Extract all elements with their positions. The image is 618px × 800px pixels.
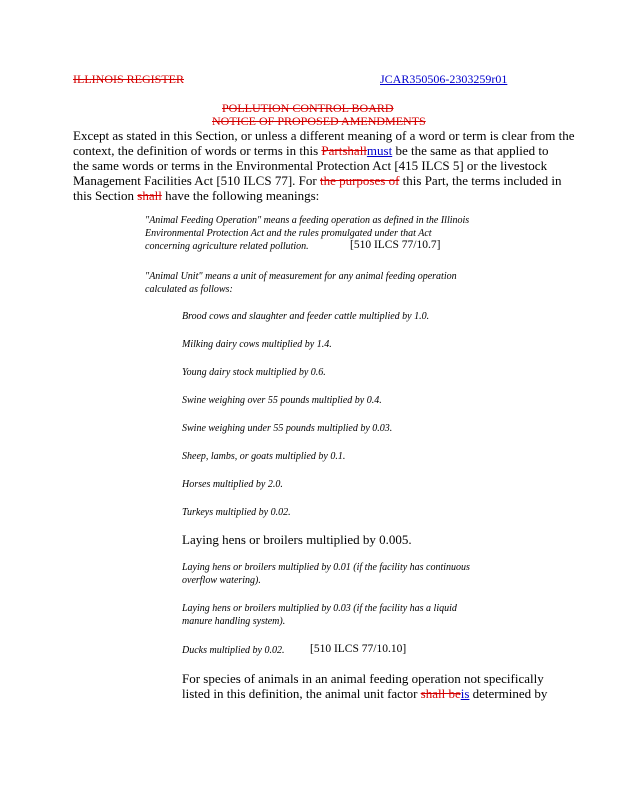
list-item-turkeys: Turkeys multiplied by 0.02. <box>182 507 291 518</box>
au-line-2: calculated as follows: <box>145 284 233 295</box>
list-item-milking: Milking dairy cows multiplied by 1.4. <box>182 339 332 350</box>
intro-line-4 <box>73 173 562 188</box>
deleted-text: shall be <box>420 686 461 701</box>
list-item-sheep: Sheep, lambs, or goats multiplied by 0.1. <box>182 451 346 462</box>
ducks-citation: [510 ILCS 77/10.10] <box>310 643 407 655</box>
list-item-laying <box>182 532 412 547</box>
list-item-horses: Horses multiplied by 2.0. <box>182 479 283 490</box>
deleted-text: shall <box>137 188 162 203</box>
register-header: ILLINOIS REGISTER <box>73 72 184 86</box>
notice-title: NOTICE OF PROPOSED AMENDMENTS <box>212 114 426 128</box>
intro-line-1: Except as stated in this Section, or unless a different meaning of a word or term is clear from the <box>73 128 575 143</box>
intro-text: context, the definition of words or terms in this <box>73 143 322 158</box>
intro-text: Management Facilities Act [510 ILCS 77]. For <box>73 173 320 188</box>
intro-text: this Part, the terms included in <box>399 173 562 188</box>
afo-line-3: concerning agriculture related pollution. <box>145 241 309 252</box>
list-item-laying-003-l2: manure handling system). <box>182 616 286 627</box>
intro-text: have the following meanings: <box>161 188 320 203</box>
afo-line-1: "Animal Feeding Operation" means a feeding operation as defined in the Illinois <box>145 215 470 226</box>
intro-line-2 <box>73 143 549 158</box>
list-item-swine-under: Swine weighing under 55 pounds multiplied by 0.03. <box>182 423 393 434</box>
list-item-young: Young dairy stock multiplied by 0.6. <box>182 367 326 378</box>
citation: [415 ILCS 5] <box>394 158 464 173</box>
list-item-swine-over: Swine weighing over 55 pounds multiplied by 0.4. <box>182 395 382 406</box>
agency-title: POLLUTION CONTROL BOARD <box>222 101 394 115</box>
final-line-2 <box>182 686 547 701</box>
intro-text: the same words or terms in the Environmental Protection Act <box>73 158 395 173</box>
intro-text: or the livestock <box>463 158 548 173</box>
intro-text: be the same as that applied to <box>392 143 549 158</box>
laying-factor: 0.005. <box>379 532 412 547</box>
final-text: listed in this definition, the animal unit factor <box>182 686 421 701</box>
list-item-brood: Brood cows and slaughter and feeder cattle multiplied by 1.0. <box>182 311 430 322</box>
intro-text: this Section <box>73 188 138 203</box>
au-line-1: "Animal Unit" means a unit of measurement for any animal feeding operation <box>145 271 457 282</box>
inserted-text: must <box>366 143 393 158</box>
deleted-text: the purposes of <box>319 173 400 188</box>
jcar-code: JCAR350506-2303259r01 <box>380 72 508 86</box>
deleted-text: Part <box>321 143 343 158</box>
list-item-laying-003-l1: Laying hens or broilers multiplied by 0.03 (if the facility has a liquid <box>182 603 457 614</box>
deleted-text: shall <box>342 143 367 158</box>
afo-citation: [510 ILCS 77/10.7] <box>350 239 441 251</box>
intro-line-5 <box>73 188 319 203</box>
afo-line-2: Environmental Protection Act and the rules promulgated under that Act <box>145 228 432 239</box>
intro-line-3 <box>73 158 547 173</box>
list-item-laying-001-l2: overflow watering). <box>182 575 261 586</box>
list-item-ducks: Ducks multiplied by 0.02. <box>182 645 285 656</box>
laying-text: Laying hens or broilers multiplied by <box>182 532 380 547</box>
inserted-text: is <box>460 686 470 701</box>
final-text: determined by <box>469 686 548 701</box>
list-item-laying-001-l1: Laying hens or broilers multiplied by 0.01 (if the facility has continuous <box>182 562 470 573</box>
final-line-1: For species of animals in an animal feeding operation not specifically <box>182 671 544 686</box>
